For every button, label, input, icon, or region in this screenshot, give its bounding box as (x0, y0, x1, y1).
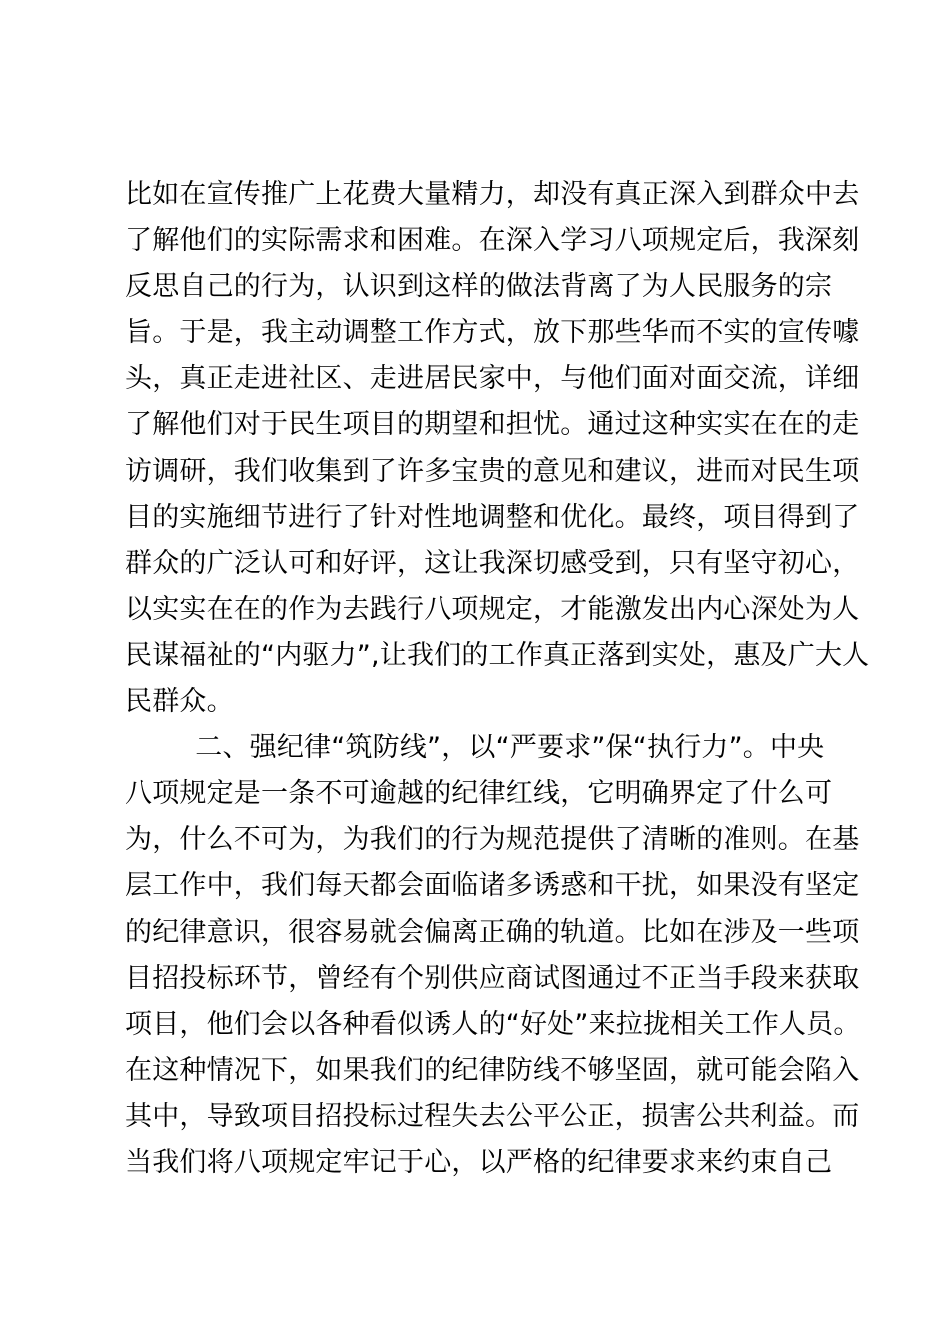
text-line: 的纪律意识，很容易就会偏离正确的轨道。比如在涉及一些项 (125, 916, 860, 948)
text-line: 群众的广泛认可和好评，这让我深切感受到，只有坚守初心， (125, 547, 860, 579)
text-line: 当我们将八项规定牢记于心，以严格的纪律要求来约束自己 (125, 1146, 833, 1178)
text-line: 民群众。 (125, 686, 234, 718)
text-line: 访调研，我们收集到了许多宝贵的意见和建议，进而对民生项 (125, 455, 860, 487)
text-line: 了解他们对于民生项目的期望和担忧。通过这种实实在在的走 (125, 409, 860, 441)
text-line: 目的实施细节进行了针对性地调整和优化。最终，项目得到了 (125, 501, 860, 533)
text-line: 项目，他们会以各种看似诱人的“好处”来拉拢相关工作人员。 (125, 1008, 861, 1040)
text-line: 其中，导致项目招投标过程失去公平公正，损害公共利益。而 (125, 1100, 860, 1132)
text-line: 在这种情况下，如果我们的纪律防线不够坚固，就可能会陷入 (125, 1054, 860, 1086)
text-line: 头，真正走进社区、走进居民家中，与他们面对面交流，详细 (125, 363, 860, 395)
text-line: 民谋福祉的“内驱力”,让我们的工作真正落到实处，惠及广大人 (125, 639, 870, 671)
body-text (125, 172, 870, 1186)
section-heading-line: 二、强纪律“筑防线”，以“严要求”保“执行力”。中央 (125, 732, 825, 764)
text-line: 比如在宣传推广上花费大量精力，却没有真正深入到群众中去 (125, 179, 860, 210)
text-line: 了解他们的实际需求和困难。在深入学习八项规定后，我深刻 (125, 225, 860, 257)
text-line: 目招投标环节，曾经有个别供应商试图通过不正当手段来获取 (125, 962, 860, 994)
text-line: 反思自己的行为，认识到这样的做法背离了为人民服务的宗 (125, 271, 833, 303)
text-line: 层工作中，我们每天都会面临诸多诱惑和干扰，如果没有坚定 (125, 870, 860, 902)
text-line: 为，什么不可为，为我们的行为规范提供了清晰的准则。在基 (125, 824, 860, 856)
text-line: 以实实在在的作为去践行八项规定，才能激发出内心深处为人 (125, 593, 860, 625)
text-line: 八项规定是一条不可逾越的纪律红线，它明确界定了什么可 (125, 778, 833, 810)
text-line: 旨。于是，我主动调整工作方式，放下那些华而不实的宣传噱 (125, 317, 860, 349)
